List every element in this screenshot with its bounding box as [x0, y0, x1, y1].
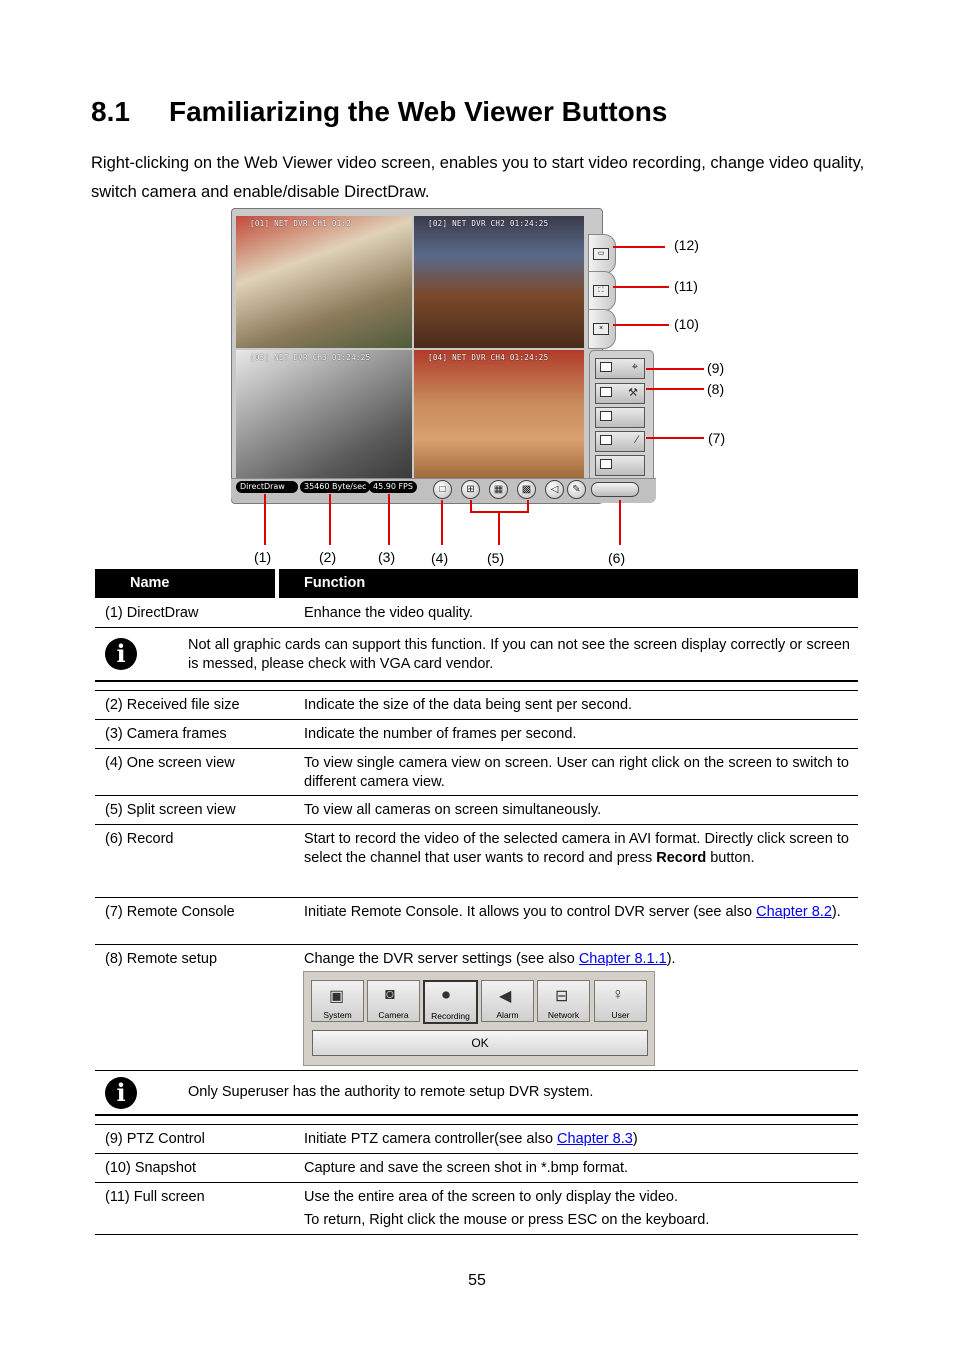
table-row	[95, 748, 858, 795]
section-number: 8.1	[91, 96, 130, 127]
ptz-fn-text: Initiate PTZ camera controller(see also	[304, 1131, 558, 1147]
callout-line-7	[646, 437, 704, 439]
recording-icon: ⏺	[442, 987, 451, 1004]
callout-5: (5)	[487, 550, 505, 566]
system-tab-button[interactable]	[311, 980, 364, 1022]
table-row	[95, 719, 858, 748]
pen-button[interactable]: ✎	[567, 480, 586, 499]
directdraw-status[interactable]: DirectDraw	[236, 481, 298, 493]
chapter-8-2-link[interactable]: Chapter 8.2	[756, 904, 832, 920]
callout-line-11	[613, 286, 669, 288]
callout-line-2	[329, 494, 331, 545]
table-row	[95, 795, 858, 824]
network-tab-label: Network	[547, 1010, 580, 1020]
row-function	[304, 1188, 849, 1229]
row-name: (3) Camera frames	[105, 726, 227, 742]
remote-setup-window	[303, 971, 655, 1066]
recording-tab-label: Recording	[431, 1011, 470, 1021]
network-icon: ⊟	[555, 988, 569, 1005]
console-fn-text: Initiate Remote Console. It allows you to control DVR server (see also	[304, 904, 757, 920]
info-icon: i	[105, 638, 137, 670]
row-function	[304, 903, 849, 922]
row-name: (10) Snapshot	[105, 1160, 197, 1176]
row-name: (8) Remote setup	[105, 951, 218, 967]
record-fn-bold: Record	[656, 849, 707, 866]
row-name: (11) Full screen	[105, 1189, 205, 1205]
row-function	[304, 950, 849, 969]
user-tab-button[interactable]	[594, 980, 647, 1022]
recording-tab-button[interactable]	[423, 980, 478, 1024]
web-viewer-figure	[231, 208, 656, 502]
page-number: 55	[468, 1272, 486, 1289]
one-screen-button[interactable]: □	[433, 480, 452, 499]
blank-icon-1	[600, 411, 612, 421]
data-rate-status: 35460 Byte/sec	[300, 481, 370, 493]
ptz-icon	[600, 362, 612, 372]
camera-osd-2: [02] NET DVR CH2 01:24:25	[428, 219, 549, 228]
fps-status: 45.90 FPS	[369, 481, 417, 493]
close-side-button[interactable]	[588, 309, 616, 349]
setup-icon	[600, 387, 612, 397]
ok-button[interactable]: OK	[312, 1030, 648, 1056]
callout-11: (11)	[674, 278, 698, 294]
table-row	[95, 1153, 858, 1182]
section-title: Familiarizing the Web Viewer Buttons	[169, 96, 668, 127]
camera-view-3[interactable]	[236, 350, 412, 478]
network-tab-button[interactable]	[537, 980, 590, 1022]
row-name: (5) Split screen view	[105, 802, 236, 818]
row-function: To view single camera view on screen. User can right click on the screen to switch to different camera view.	[304, 755, 849, 790]
callout-8: (8)	[707, 381, 725, 397]
row-function: Indicate the number of frames per second.	[304, 726, 577, 742]
split-4-button[interactable]: ⊞	[461, 480, 480, 499]
camera-tab-label: Camera	[378, 1010, 409, 1020]
table-row	[95, 1182, 858, 1234]
note-superuser	[95, 1071, 858, 1114]
row-function: Indicate the size of the data being sent per second.	[304, 697, 633, 713]
row-divider	[95, 1234, 858, 1235]
row-name: (6) Record	[105, 831, 174, 847]
row-function: Enhance the video quality.	[304, 605, 474, 621]
system-icon: ▣	[329, 988, 345, 1005]
callout-line-8	[646, 388, 704, 390]
note-text: Not all graphic cards can support this function. If you can not see the screen display correctly or screen is messed, please check with VGA card vendor.	[188, 637, 850, 672]
system-tab-label: System	[323, 1010, 352, 1020]
table-row	[95, 897, 858, 944]
header-function: Function	[304, 575, 366, 591]
wand-icon: ∕	[636, 434, 638, 446]
camera-icon: ◙	[385, 986, 395, 1003]
table-row	[95, 690, 858, 719]
table-row	[95, 598, 858, 627]
row-function: To view all cameras on screen simultaneously.	[304, 802, 602, 818]
record-fn-tail: button.	[706, 849, 755, 866]
callout-12: (12)	[674, 237, 699, 253]
split-16-button[interactable]: ▩	[517, 480, 536, 499]
blank-button-1[interactable]	[595, 407, 645, 428]
note-divider	[95, 680, 858, 682]
console-icon	[600, 435, 612, 445]
tripod-camera-icon: ⌖	[631, 361, 638, 373]
record-fn-text: Start to record the video of the selected camera in AVI format. Directly click screen to select the channel that user wants to record and press	[304, 831, 849, 866]
ptz-fn-tail: )	[632, 1131, 638, 1147]
camera-view-1[interactable]	[236, 216, 412, 348]
row-name: (7) Remote Console	[105, 904, 235, 920]
row-name: (2) Received file size	[105, 697, 240, 713]
snapshot-side-button[interactable]	[588, 234, 616, 274]
fullscreen-fn-line2: To return, Right click the mouse or press ESC on the keyboard.	[304, 1211, 710, 1228]
chapter-8-1-1-link[interactable]: Chapter 8.1.1	[578, 951, 667, 967]
camera-osd-1: [01] NET DVR CH1 01:2	[250, 219, 352, 228]
section-heading	[91, 96, 667, 128]
fullscreen-fn-line1: Use the entire area of the screen to only display the video.	[304, 1189, 678, 1205]
camera-osd-3: [03] NET DVR CH3 01:24:25	[250, 353, 371, 362]
blank-icon-2	[600, 459, 612, 469]
callout-line-10	[613, 324, 669, 326]
setup-fn-text: Change the DVR server settings (see also	[304, 951, 579, 967]
callout-line-9	[646, 368, 704, 370]
callout-line-3	[388, 494, 390, 545]
audio-button[interactable]: ◁	[545, 480, 564, 499]
row-name: (4) One screen view	[105, 755, 235, 771]
blank-button-2[interactable]	[595, 455, 645, 476]
remote-setup-button[interactable]	[595, 383, 645, 404]
callout-line-1	[264, 494, 266, 545]
alarm-icon: ◀	[499, 988, 512, 1005]
fullscreen-side-button[interactable]	[588, 271, 616, 311]
callout-line-4	[441, 500, 443, 545]
table-header	[95, 569, 858, 598]
callout-7: (7)	[708, 430, 726, 446]
note-divider	[95, 1114, 858, 1116]
info-icon: i	[105, 1077, 137, 1109]
note-text: Only Superuser has the authority to remote setup DVR system.	[188, 1084, 594, 1100]
callout-6: (6)	[608, 550, 626, 566]
callout-line-5c	[498, 511, 500, 545]
ptz-control-button[interactable]	[595, 358, 645, 379]
chapter-8-3-link[interactable]: Chapter 8.3	[557, 1131, 633, 1147]
callout-line-6	[619, 500, 621, 545]
remote-console-button[interactable]	[595, 431, 645, 452]
row-function	[304, 1130, 849, 1149]
alarm-tab-label: Alarm	[496, 1010, 519, 1020]
tools-icon: ⚒	[628, 387, 638, 399]
alarm-tab-button[interactable]	[481, 980, 534, 1022]
header-separator	[275, 569, 279, 598]
camera-view-4[interactable]	[414, 350, 584, 478]
user-tab-label: User	[611, 1010, 630, 1020]
fullscreen-icon: ⛶	[593, 285, 609, 297]
callout-2: (2)	[319, 549, 337, 565]
console-fn-tail: ).	[831, 904, 841, 920]
callout-10: (10)	[674, 316, 699, 332]
exit-icon: ×	[593, 323, 609, 335]
note-directdraw	[95, 628, 858, 680]
callout-1: (1)	[254, 549, 272, 565]
record-button[interactable]	[591, 482, 639, 497]
row-function	[304, 830, 849, 867]
camera-tab-button[interactable]	[367, 980, 420, 1022]
row-name: (1) DirectDraw	[105, 605, 199, 621]
camera-view-2[interactable]	[414, 216, 584, 348]
table-row	[95, 1124, 858, 1153]
user-icon: ♀	[612, 986, 624, 1003]
row-function: Capture and save the screen shot in *.bmp format.	[304, 1160, 629, 1176]
header-name: Name	[130, 575, 170, 591]
callout-line-12	[613, 246, 665, 248]
intro-paragraph: Right-clicking on the Web Viewer video screen, enables you to start video recording, change video quality, switch camera and enable/disable DirectDraw.	[91, 154, 865, 201]
camera-osd-4: [04] NET DVR CH4 01:24:25	[428, 353, 549, 362]
row-name: (9) PTZ Control	[105, 1131, 205, 1147]
setup-fn-tail: ).	[666, 951, 676, 967]
table-row	[95, 824, 858, 897]
callout-4: (4)	[431, 550, 449, 566]
snapshot-icon: ▭	[593, 248, 609, 260]
split-9-button[interactable]: ▦	[489, 480, 508, 499]
callout-9: (9)	[707, 360, 725, 376]
callout-3: (3)	[378, 549, 396, 565]
